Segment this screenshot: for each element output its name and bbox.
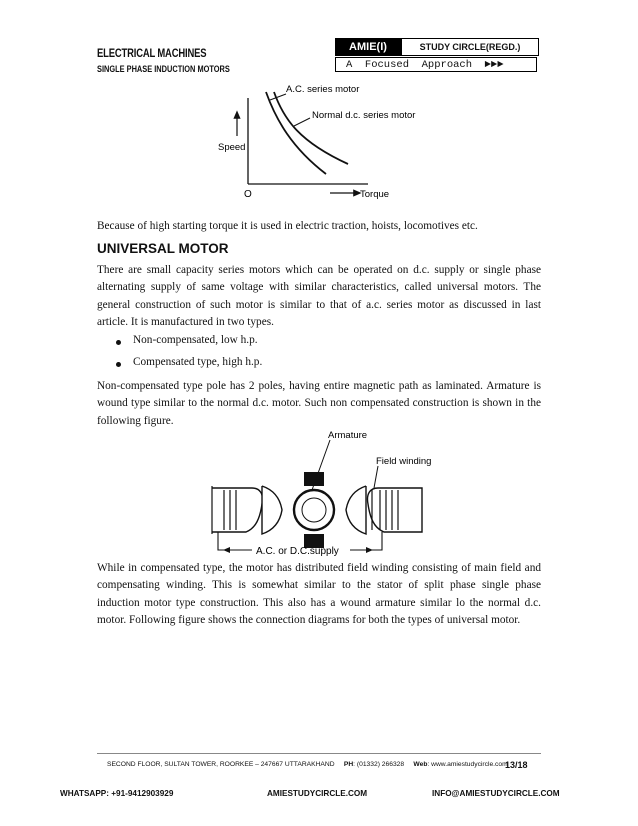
page-number: 13/18 — [505, 760, 528, 770]
badge-study-circle: STUDY CIRCLE(REGD.) — [401, 38, 539, 56]
site-link[interactable]: AMIESTUDYCIRCLE.COM — [267, 789, 368, 798]
footer-divider — [97, 753, 541, 754]
paragraph-2: Non-compensated type pole has 2 poles, having entire magnetic path as laminated. Armature is wound type similar to the normal d.c. motor. Such non compensated construction is shown in the following figure. — [97, 380, 541, 427]
footer-ph-label: PH — [343, 761, 354, 768]
ac-series-label: A.C. series motor — [286, 84, 360, 95]
ac-pointer — [270, 94, 286, 100]
dc-pointer — [294, 118, 310, 126]
left-pole — [262, 486, 282, 534]
paragraph-1: There are small capacity series motors which can be operated on d.c. supply or single phase alternating supply of same voltage with similar characteristics, called universal motors. The general construction of such motor is similar to that of a.c. series motor as discussed in last article. It is manufactured in two types. — [97, 264, 541, 328]
footer-web: : www.amiestudycircle.com — [427, 761, 508, 768]
amie-badge — [335, 38, 539, 74]
email-link[interactable]: INFO@AMIESTUDYCIRCLE.COM — [432, 789, 560, 798]
right-winding — [372, 490, 398, 530]
field-pointer — [374, 466, 378, 488]
footer-address: SECOND FLOOR, SULTAN TOWER, ROORKEE – 247667 UTTARAKHAND — [107, 761, 335, 768]
dc-series-curve — [274, 92, 348, 164]
field-winding-label: Field winding — [376, 456, 432, 467]
bullet-icon — [116, 362, 121, 367]
bullet-icon — [116, 340, 121, 345]
badge-amie: AMIE(I) — [335, 38, 401, 56]
badge-tagline: A Focused Approach ►►► — [335, 57, 537, 72]
torque-label: Torque — [360, 189, 390, 200]
footer-web-label: Web — [413, 761, 428, 768]
whatsapp-contact: WHATSAPP: +91-9412903929 — [60, 789, 174, 798]
right-pole — [346, 486, 366, 534]
intro-text: Because of high starting torque it is used in electric traction, hoists, locomotives etc. — [97, 220, 478, 232]
motor-construction-figure — [200, 426, 450, 558]
subject-title: ELECTRICAL MACHINES — [97, 48, 207, 60]
supply-label: A.C. or D.C.supply — [256, 546, 339, 557]
ac-series-curve — [266, 92, 326, 174]
left-winding — [224, 490, 236, 530]
armature-label: Armature — [328, 430, 368, 441]
footer-phone: : (01332) 266328 — [353, 761, 405, 768]
speed-torque-figure — [200, 80, 440, 206]
section-heading: UNIVERSAL MOTOR — [97, 241, 229, 256]
paragraph-3: While in compensated type, the motor has distributed field winding consisting of main field and compensating winding. This is somewhat similar to the stator of split phase single phase induction motor type construction. This also has a wound armature similar lo the normal d.c. motor. Following figure shows the connection diagrams for both the types of universal motor. — [97, 562, 541, 626]
chapter-title: SINGLE PHASE INDUCTION MOTORS — [97, 64, 230, 75]
dc-series-label: Normal d.c. series motor — [312, 110, 416, 121]
origin-label: O — [244, 189, 252, 200]
speed-label: Speed — [218, 142, 246, 153]
footer-address-line — [107, 761, 508, 768]
